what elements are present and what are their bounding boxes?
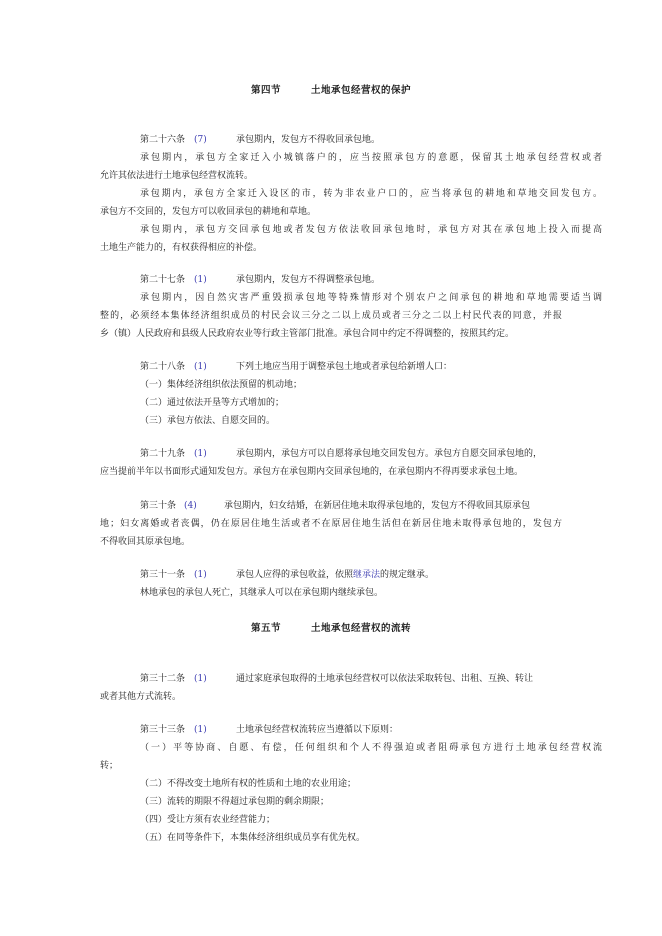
section-4-title: 土地承包经营权的保护 (311, 85, 412, 96)
article-33-ref-link[interactable]: (1) (194, 725, 207, 735)
section-5-title: 土地承包经营权的流转 (311, 623, 412, 634)
article-33-item-5: （五）在同等条件下，本集体经济组织成员享有优先权。 (140, 833, 366, 843)
article-26-p3-line2: 承包方不交回的，发包方可以收回承包的耕地和草地。 (100, 207, 317, 217)
section-4-number: 第四节 (250, 85, 281, 96)
article-27-ref-link[interactable]: (1) (194, 275, 207, 285)
article-31-ref-link[interactable]: (1) (194, 570, 207, 580)
article-33-item-4: （四）受让方须有农业经营能力； (140, 815, 276, 825)
article-27-p2-line1: 承包期内，因自然灾害严重毁损承包地等特殊情形对个别农户之间承包的耕地和草地需要适当调 (140, 293, 602, 303)
article-28-number: 第二十八条 (140, 362, 186, 372)
article-30-line2: 地；妇女离婚或者丧偶，仍在原居住地生活或者不在原居住地生活但在新居住地未取得承包地的，发包方 (100, 519, 562, 529)
article-32-text: 通过家庭承包取得的土地承包经营权可以依法采取转包、出租、互换、转让 (236, 674, 534, 684)
article-26-text: 承包期内，发包方不得收回承包地。 (236, 135, 381, 145)
article-28-item-1: （一）集体经济组织依法预留的机动地； (140, 380, 303, 390)
article-32-heading (100, 670, 602, 688)
article-27-text: 承包期内，发包方不得调整承包地。 (236, 275, 381, 285)
article-29-line2: 应当提前半年以书面形式通知发包方。承包方在承包期内交回承包地的，在承包期内不得再要求承包土地。 (100, 467, 524, 477)
article-26-p3-line1: 承包期内，承包方全家迁入设区的市，转为非农业户口的，应当将承包的耕地和草地交回发包方。 (140, 189, 602, 199)
article-27-heading (100, 271, 602, 289)
article-31-heading (100, 566, 602, 584)
article-33-number: 第三十三条 (140, 725, 186, 735)
article-28-ref-link[interactable]: (1) (194, 362, 207, 372)
article-32-line2: 或者其他方式流转。 (100, 692, 182, 702)
article-26-ref-link[interactable]: (7) (194, 135, 207, 145)
article-33-text: 土地承包经营权流转应当遵循以下原则： (236, 725, 399, 735)
article-30-line3: 不得收回其原承包地。 (100, 537, 191, 547)
article-30-text: 承包期内，妇女结婚，在新居住地未取得承包地的，发包方不得收回其原承包 (224, 501, 531, 511)
article-26-p2-line1: 承包期内，承包方全家迁入小城镇落户的，应当按照承包方的意愿，保留其土地承包经营权或者 (140, 153, 602, 163)
article-26-p4-line1: 承包期内，承包方交回承包地或者发包方依法收回承包地时，承包方对其在承包地上投入而提高 (140, 225, 602, 235)
article-28-heading (100, 358, 602, 376)
article-26-number: 第二十六条 (140, 135, 186, 145)
article-29-ref-link[interactable]: (1) (194, 449, 207, 459)
article-31-text-post: 的规定继承。 (380, 570, 435, 580)
article-26-p4-line2: 土地生产能力的，有权获得相应的补偿。 (100, 243, 263, 253)
section-4-heading (0, 82, 662, 96)
article-32-number: 第三十二条 (140, 674, 186, 684)
article-29-number: 第二十九条 (140, 449, 186, 459)
article-28-item-3: （三）承包方依法、自愿交回的。 (140, 416, 276, 426)
article-33-item-2: （二）不得改变土地所有权的性质和土地的农业用途； (140, 779, 357, 789)
article-26-p2-line2: 允许其依法进行土地承包经营权流转。 (100, 171, 254, 181)
article-30-number: 第三十条 (140, 501, 177, 511)
article-27-p2-line2: 整的，必须经本集体经济组织成员的村民会议三分之二以上成员或者三分之二以上村民代表的同意，并报 (100, 311, 562, 321)
article-27-number: 第二十七条 (140, 275, 186, 285)
article-33-item-3: （三）流转的期限不得超过承包期的剩余期限； (140, 797, 330, 807)
article-31-line2: 林地承包的承包人死亡，其继承人可以在承包期内继续承包。 (140, 588, 384, 598)
article-28-text: 下列土地应当用于调整承包土地或者承包给新增人口： (236, 362, 453, 372)
section-5-heading (0, 620, 662, 634)
article-33-item-1-line2: 转； (100, 761, 119, 771)
article-31-text-pre: 承包人应得的承包收益，依照 (236, 570, 354, 580)
article-33-heading (100, 721, 602, 739)
article-30-ref-link[interactable]: (4) (184, 501, 197, 511)
article-26-heading (100, 131, 602, 149)
article-32-ref-link[interactable]: (1) (194, 674, 207, 684)
inheritance-law-link[interactable]: 继承法 (353, 570, 381, 580)
article-33-item-1-line1: （一）平等协商、自愿、有偿，任何组织和个人不得强迫或者阻碍承包方进行土地承包经营权流 (140, 743, 602, 753)
article-29-text: 承包期内，承包方可以自愿将承包地交回发包方。承包方自愿交回承包地的， (236, 449, 543, 459)
article-29-heading (100, 445, 602, 463)
article-28-item-2: （二）通过依法开垦等方式增加的； (140, 398, 285, 408)
section-5-number: 第五节 (250, 623, 281, 634)
article-27-p2-line3: 乡（镇）人民政府和县级人民政府农业等行政主管部门批准。承包合同中约定不得调整的，按照其约定。 (100, 329, 515, 339)
article-30-heading (100, 497, 602, 515)
article-31-number: 第三十一条 (140, 570, 186, 580)
